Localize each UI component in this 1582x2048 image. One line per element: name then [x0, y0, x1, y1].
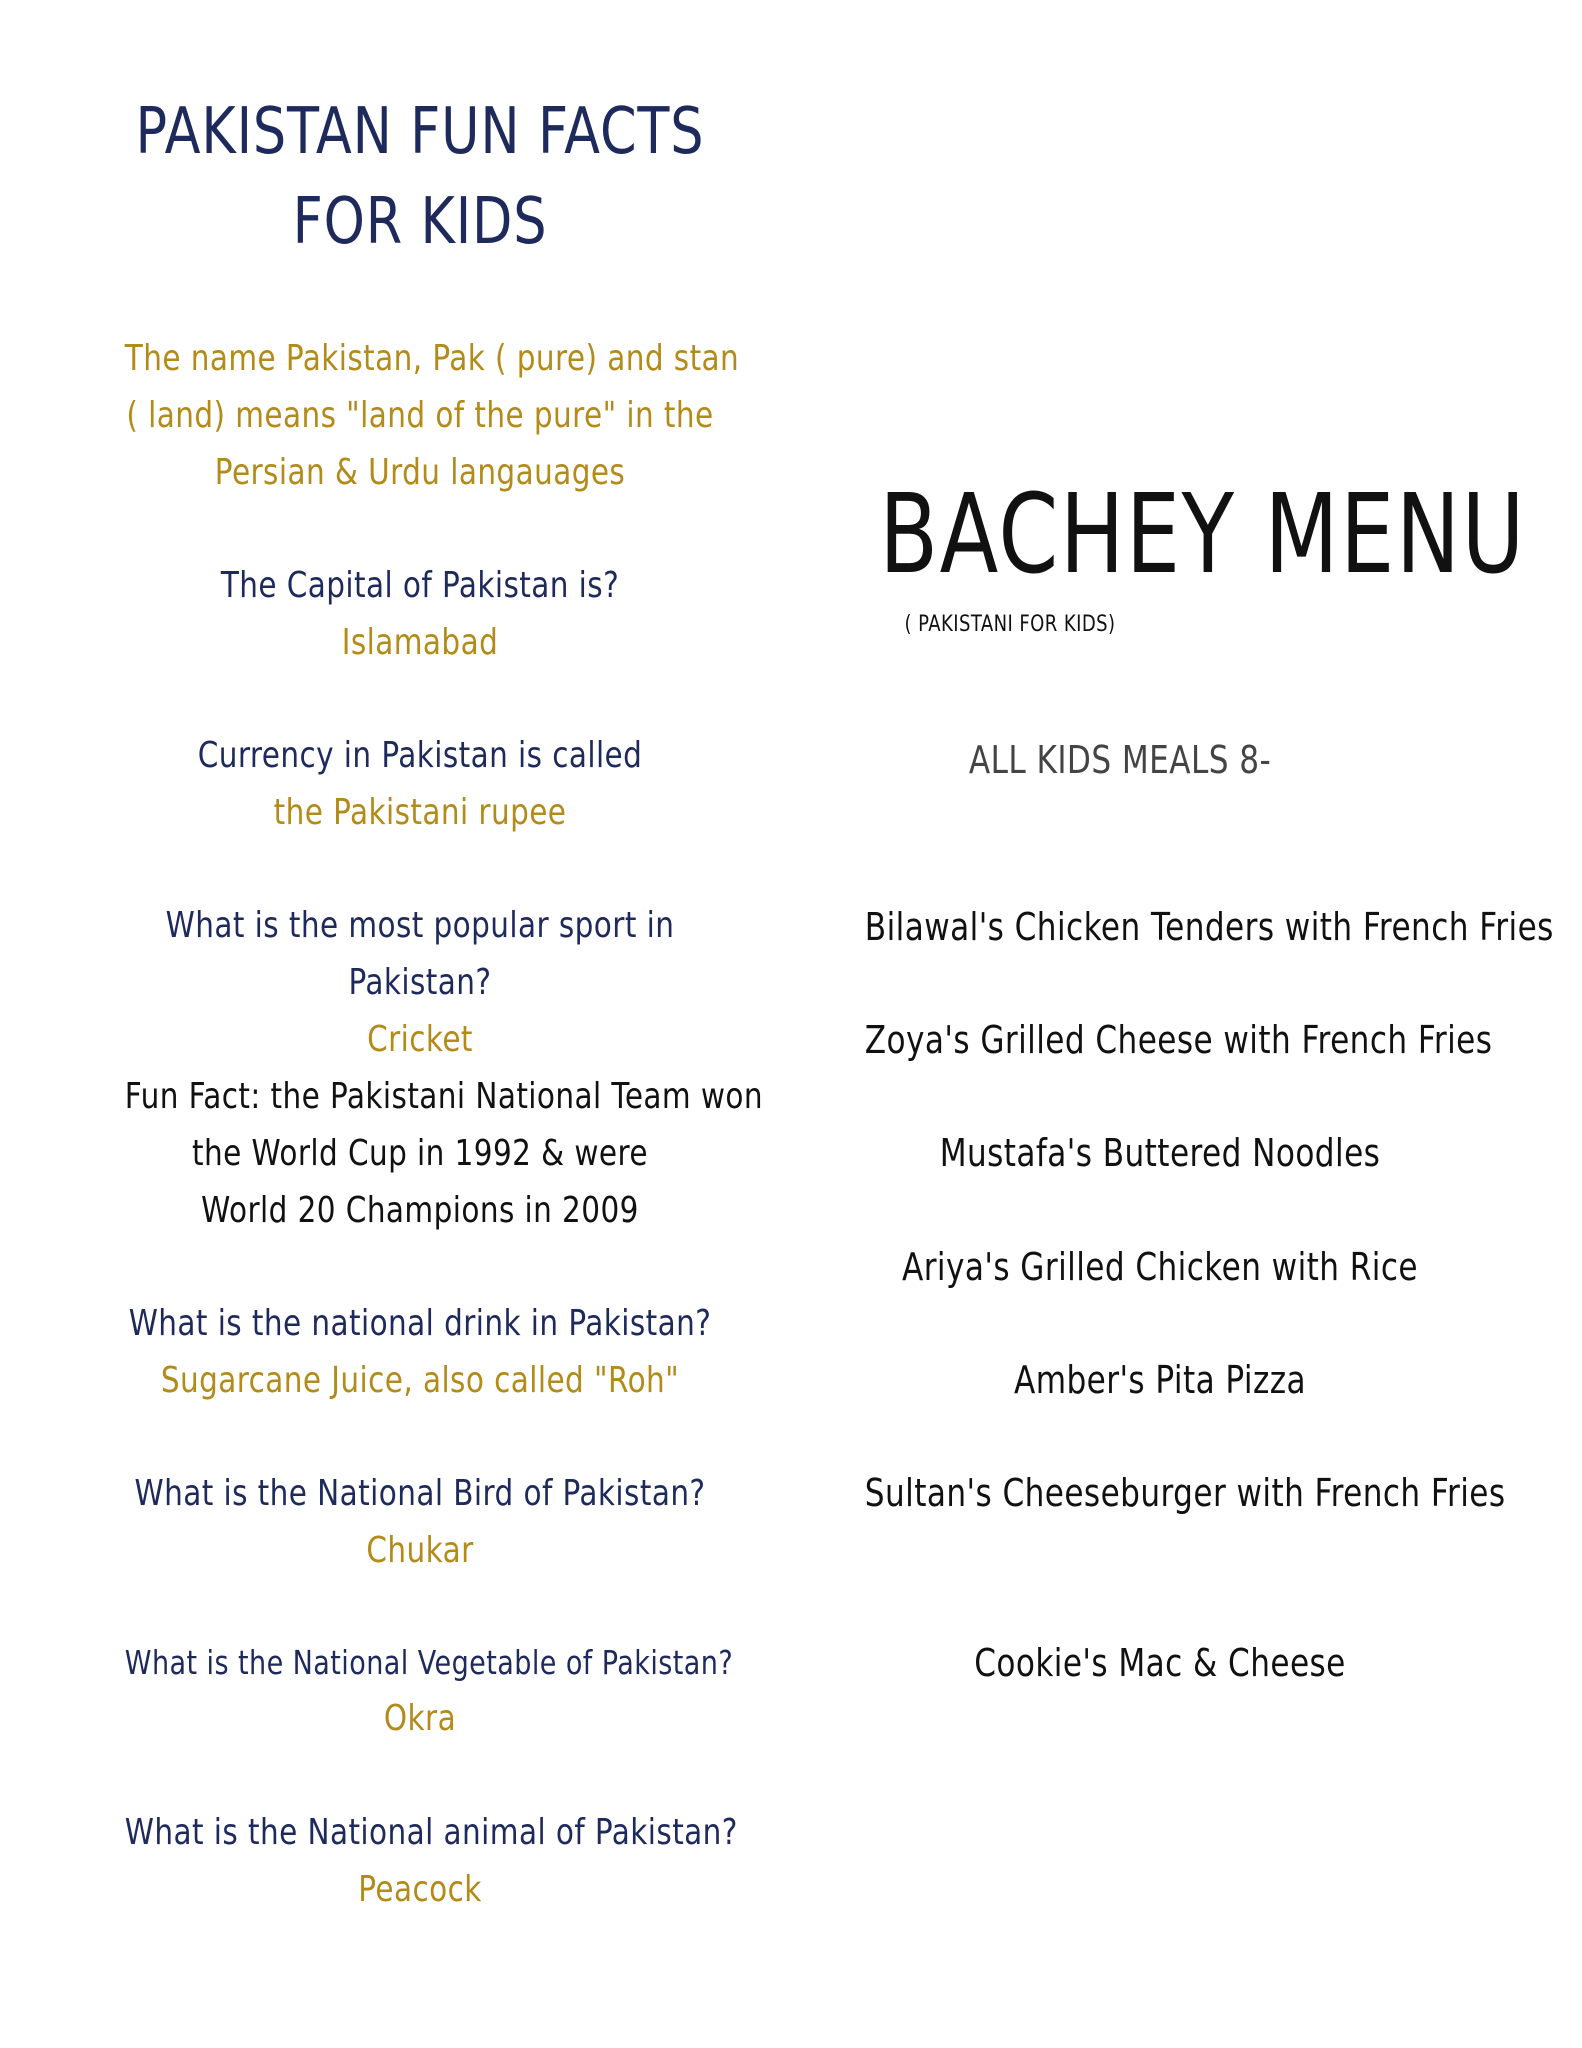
- drink-question: What is the national drink in Pakistan?: [128, 1303, 712, 1344]
- drink-answer: Sugarcane Juice, also called "Roh": [160, 1360, 680, 1401]
- price-note: ALL KIDS MEALS 8-: [968, 738, 1272, 782]
- menu-item: Ariya's Grilled Chicken with Rice: [901, 1245, 1419, 1289]
- menu-item: Cookie's Mac & Cheese: [974, 1641, 1346, 1685]
- fun-fact-line3: World 20 Champions in 2009: [201, 1190, 639, 1231]
- name-fact-line2: ( land) means "land of the pure" in the: [126, 395, 714, 436]
- bird-question: What is the National Bird of Pakistan?: [134, 1473, 706, 1514]
- sport-answer: Cricket: [367, 1019, 473, 1060]
- currency-question: Currency in Pakistan is called: [197, 735, 643, 776]
- menu-subtitle: ( PAKISTANI FOR KIDS): [904, 612, 1116, 637]
- animal-question: What is the National animal of Pakistan?: [124, 1812, 738, 1853]
- currency-answer: the Pakistani rupee: [273, 792, 567, 833]
- animal-answer: Peacock: [358, 1869, 482, 1910]
- capital-question: The Capital of Pakistan is?: [220, 565, 620, 606]
- fun-facts-title-line1: PAKISTAN FUN FACTS: [135, 95, 705, 169]
- menu-title: BACHEY MENU: [879, 470, 1526, 598]
- menu-item: Sultan's Cheeseburger with French Fries: [864, 1471, 1506, 1515]
- menu-item: Bilawal's Chicken Tenders with French Fries: [864, 905, 1554, 949]
- fun-fact-line1: Fun Fact: the Pakistani National Team won: [124, 1076, 764, 1117]
- menu-item: Mustafa's Buttered Noodles: [939, 1131, 1381, 1175]
- bird-answer: Chukar: [366, 1530, 474, 1571]
- capital-answer: Islamabad: [341, 622, 499, 663]
- name-fact-line3: Persian & Urdu langauages: [214, 452, 626, 493]
- name-fact-line1: The name Pakistan, Pak ( pure) and stan: [124, 338, 740, 379]
- vegetable-answer: Okra: [383, 1698, 457, 1739]
- sport-question-line2: Pakistan?: [348, 962, 492, 1003]
- vegetable-question: What is the National Vegetable of Pakistan?: [124, 1643, 734, 1682]
- fun-fact-line2: the World Cup in 1992 & were: [192, 1133, 648, 1174]
- sport-question-line1: What is the most popular sport in: [165, 905, 675, 946]
- menu-item: Zoya's Grilled Cheese with French Fries: [864, 1018, 1493, 1062]
- menu-item: Amber's Pita Pizza: [1013, 1358, 1307, 1402]
- fun-facts-title-line2: FOR KIDS: [292, 185, 548, 259]
